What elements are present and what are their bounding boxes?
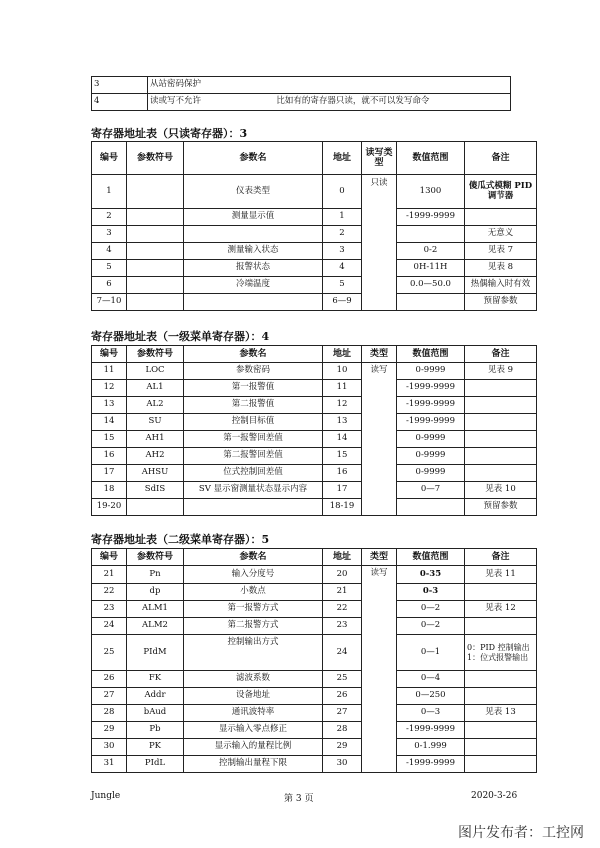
cell-addr: 11 <box>323 380 362 397</box>
footer-page-number: 第 3 页 <box>284 794 314 804</box>
cell-sym: AHSU <box>127 465 184 482</box>
cell-note <box>465 397 537 414</box>
cell-addr: 20 <box>323 566 362 584</box>
cell-range: 0-35 <box>397 566 465 584</box>
cell-addr: 30 <box>323 756 362 773</box>
cell-no: 2 <box>92 209 127 226</box>
header-cell: 参数名 <box>184 142 323 175</box>
cell-note <box>465 465 537 482</box>
header-cell: 地址 <box>323 549 362 566</box>
cell-no: 28 <box>92 705 127 722</box>
cell-no: 13 <box>92 397 127 414</box>
header-cell: 数值范围 <box>397 346 465 363</box>
cell-sym <box>127 243 184 260</box>
cell-addr: 29 <box>323 739 362 756</box>
cell-addr: 22 <box>323 601 362 618</box>
cell-no: 19-20 <box>92 499 127 516</box>
cell-addr: 26 <box>323 688 362 705</box>
cell-no: 30 <box>92 739 127 756</box>
cell-addr: 16 <box>323 465 362 482</box>
cell-addr: 6—9 <box>323 294 362 311</box>
cell-name: SV 显示窗测量状态显示内容 <box>184 482 323 499</box>
cell-no: 14 <box>92 414 127 431</box>
cell-sym <box>127 499 184 516</box>
cell-name: 控制输出方式 <box>184 635 323 671</box>
cell-no: 12 <box>92 380 127 397</box>
cell-no: 5 <box>92 260 127 277</box>
cell-range: 1300 <box>397 175 465 209</box>
cell-note <box>465 431 537 448</box>
watermark-text: 图片发布者：工控网 <box>458 825 584 841</box>
register-table-readonly <box>91 141 537 311</box>
register-table-menu1 <box>91 345 537 516</box>
cell-range: 0—250 <box>397 688 465 705</box>
cell-range: -1999-9999 <box>397 414 465 431</box>
cell-sym: FK <box>127 671 184 688</box>
cell-sym: PIdM <box>127 635 184 671</box>
cell-range: 0—3 <box>397 705 465 722</box>
cell-sym: AH2 <box>127 448 184 465</box>
cell-range: 0—1 <box>397 635 465 671</box>
cell-addr: 17 <box>323 482 362 499</box>
header-cell: 参数名 <box>184 346 323 363</box>
cell-name: 第一报警回差值 <box>184 431 323 448</box>
cell-name: 第二报警方式 <box>184 618 323 635</box>
footer-author: Jungle <box>91 791 121 801</box>
cell-name: 小数点 <box>184 584 323 601</box>
cell-addr: 12 <box>323 397 362 414</box>
cell-range: -1999-9999 <box>397 380 465 397</box>
cell-note: 见表 13 <box>465 705 537 722</box>
header-cell: 参数符号 <box>127 142 184 175</box>
cell-no: 1 <box>92 175 127 209</box>
cell-name: 控制目标值 <box>184 414 323 431</box>
header-cell: 地址 <box>323 142 362 175</box>
cell-addr: 18-19 <box>323 499 362 516</box>
cell-note <box>465 380 537 397</box>
cell-name <box>184 294 323 311</box>
cell-note <box>465 584 537 601</box>
header-cell: 地址 <box>323 346 362 363</box>
cell-sym: LOC <box>127 363 184 380</box>
cell-addr: 28 <box>323 722 362 739</box>
cell-sym: Pn <box>127 566 184 584</box>
desc-text: 读或写不允许 <box>150 96 202 107</box>
cell-sym: SdIS <box>127 482 184 499</box>
cell-sym: dp <box>127 584 184 601</box>
cell-note: 见表 11 <box>465 566 537 584</box>
cell-addr: 0 <box>323 175 362 209</box>
header-cell: 数值范围 <box>397 549 465 566</box>
header-cell: 参数符号 <box>127 549 184 566</box>
cell-range: 0-9999 <box>397 431 465 448</box>
header-cell: 编号 <box>92 549 127 566</box>
table-cell: 4 <box>92 94 148 111</box>
cell-note <box>465 414 537 431</box>
cell-addr: 23 <box>323 618 362 635</box>
cell-range: 0-9999 <box>397 363 465 380</box>
cell-addr: 27 <box>323 705 362 722</box>
cell-sym <box>127 294 184 311</box>
cell-name: 输入分度号 <box>184 566 323 584</box>
cell-sym: PIdL <box>127 756 184 773</box>
cell-range: -1999-9999 <box>397 756 465 773</box>
table-cell: 从站密码保护 <box>148 77 511 94</box>
cell-note <box>465 448 537 465</box>
table-cell <box>148 94 511 111</box>
cell-name: 显示输入零点修正 <box>184 722 323 739</box>
cell-no: 22 <box>92 584 127 601</box>
cell-sym: AL1 <box>127 380 184 397</box>
cell-no: 27 <box>92 688 127 705</box>
cell-name: 测量显示值 <box>184 209 323 226</box>
cell-note <box>465 618 537 635</box>
note-text: 比如有的寄存器只读，就不可以发写命令 <box>276 96 430 107</box>
cell-no: 3 <box>92 226 127 243</box>
cell-sym: Pb <box>127 722 184 739</box>
cell-name: 位式控制回差值 <box>184 465 323 482</box>
cell-range: -1999-9999 <box>397 397 465 414</box>
header-cell: 参数符号 <box>127 346 184 363</box>
cell-no: 7—10 <box>92 294 127 311</box>
cell-name: 仪表类型 <box>184 175 323 209</box>
cell-addr: 14 <box>323 431 362 448</box>
cell-no: 6 <box>92 277 127 294</box>
cell-range: 0-3 <box>397 584 465 601</box>
cell-sym: AL2 <box>127 397 184 414</box>
cell-addr: 21 <box>323 584 362 601</box>
cell-sym: ALM2 <box>127 618 184 635</box>
cell-name: 参数密码 <box>184 363 323 380</box>
cell-sym: Addr <box>127 688 184 705</box>
cell-range: 0—4 <box>397 671 465 688</box>
cell-range: 0-1.999 <box>397 739 465 756</box>
cell-range: 0.0—50.0 <box>397 277 465 294</box>
cell-note: 见表 8 <box>465 260 537 277</box>
header-cell: 备注 <box>465 346 537 363</box>
cell-range: 0—2 <box>397 618 465 635</box>
cell-range: 0-9999 <box>397 465 465 482</box>
cell-range: -1999-9999 <box>397 722 465 739</box>
header-cell: 编号 <box>92 346 127 363</box>
cell-addr: 10 <box>323 363 362 380</box>
cell-note: 见表 12 <box>465 601 537 618</box>
header-cell: 类型 <box>362 549 397 566</box>
header-cell: 数值范围 <box>397 142 465 175</box>
cell-name: 通讯波特率 <box>184 705 323 722</box>
cell-addr: 15 <box>323 448 362 465</box>
cell-no: 16 <box>92 448 127 465</box>
cell-sym <box>127 175 184 209</box>
cell-range <box>397 226 465 243</box>
cell-range: -1999-9999 <box>397 209 465 226</box>
cell-sym <box>127 209 184 226</box>
header-cell: 读写类型 <box>362 142 397 175</box>
cell-name: 滤波系数 <box>184 671 323 688</box>
cell-no: 18 <box>92 482 127 499</box>
cell-sym <box>127 260 184 277</box>
cell-no: 25 <box>92 635 127 671</box>
cell-range: 0—7 <box>397 482 465 499</box>
cell-name: 测量输入状态 <box>184 243 323 260</box>
cell-note <box>465 688 537 705</box>
cell-addr: 2 <box>323 226 362 243</box>
cell-note <box>465 739 537 756</box>
cell-sym: SU <box>127 414 184 431</box>
cell-name <box>184 499 323 516</box>
cell-note: 无意义 <box>465 226 537 243</box>
section-title: 寄存器地址表（只读寄存器）：3 <box>91 127 248 140</box>
cell-note: 预留参数 <box>465 499 537 516</box>
cell-range <box>397 294 465 311</box>
cell-sym: bAud <box>127 705 184 722</box>
header-cell: 备注 <box>465 142 537 175</box>
cell-range: 0-9999 <box>397 448 465 465</box>
header-cell: 编号 <box>92 142 127 175</box>
cell-sym: ALM1 <box>127 601 184 618</box>
footer-date: 2020-3-26 <box>471 791 518 801</box>
cell-name: 第一报警值 <box>184 380 323 397</box>
cell-note: 预留参数 <box>465 294 537 311</box>
cell-no: 26 <box>92 671 127 688</box>
register-table-menu2 <box>91 548 537 773</box>
cell-name: 报警状态 <box>184 260 323 277</box>
cell-sym <box>127 277 184 294</box>
cell-access: 只读 <box>362 175 397 311</box>
cell-name: 冷端温度 <box>184 277 323 294</box>
cell-note <box>465 756 537 773</box>
cell-addr: 4 <box>323 260 362 277</box>
cell-note: 热偶输入时有效 <box>465 277 537 294</box>
cell-range: 0H-11H <box>397 260 465 277</box>
header-cell: 参数名 <box>184 549 323 566</box>
cell-note <box>465 671 537 688</box>
cell-range: 0—2 <box>397 601 465 618</box>
cell-name: 第二报警值 <box>184 397 323 414</box>
section-title: 寄存器地址表（二级菜单寄存器）：5 <box>91 533 270 546</box>
cell-no: 17 <box>92 465 127 482</box>
cell-no: 21 <box>92 566 127 584</box>
cell-sym: AH1 <box>127 431 184 448</box>
table-cell: 3 <box>92 77 148 94</box>
cell-note: 傻瓜式模糊 PID 调节器 <box>465 175 537 209</box>
cell-sym <box>127 226 184 243</box>
cell-name: 第二报警回差值 <box>184 448 323 465</box>
cell-name <box>184 226 323 243</box>
cell-note: 0：PID 控制输出 1：位式报警输出 <box>465 635 537 671</box>
cell-no: 29 <box>92 722 127 739</box>
cell-name: 控制输出量程下限 <box>184 756 323 773</box>
cell-note: 见表 10 <box>465 482 537 499</box>
header-cell: 备注 <box>465 549 537 566</box>
cell-name: 设备地址 <box>184 688 323 705</box>
cell-name: 第一报警方式 <box>184 601 323 618</box>
cell-range: 0-2 <box>397 243 465 260</box>
cell-addr: 5 <box>323 277 362 294</box>
cell-no: 24 <box>92 618 127 635</box>
cell-no: 11 <box>92 363 127 380</box>
cell-sym: PK <box>127 739 184 756</box>
cell-addr: 13 <box>323 414 362 431</box>
cell-note <box>465 722 537 739</box>
cell-name: 显示输入的量程比例 <box>184 739 323 756</box>
cell-note <box>465 209 537 226</box>
cell-no: 15 <box>92 431 127 448</box>
cell-access: 读写 <box>362 566 397 773</box>
cell-note: 见表 7 <box>465 243 537 260</box>
cell-access: 读写 <box>362 363 397 516</box>
cell-addr: 25 <box>323 671 362 688</box>
cell-note: 见表 9 <box>465 363 537 380</box>
top-table <box>91 76 511 111</box>
cell-addr: 3 <box>323 243 362 260</box>
cell-range <box>397 499 465 516</box>
cell-addr: 1 <box>323 209 362 226</box>
header-cell: 类型 <box>362 346 397 363</box>
cell-no: 4 <box>92 243 127 260</box>
cell-no: 31 <box>92 756 127 773</box>
cell-addr: 24 <box>323 635 362 671</box>
cell-no: 23 <box>92 601 127 618</box>
section-title: 寄存器地址表（一级菜单寄存器）：4 <box>91 330 270 343</box>
